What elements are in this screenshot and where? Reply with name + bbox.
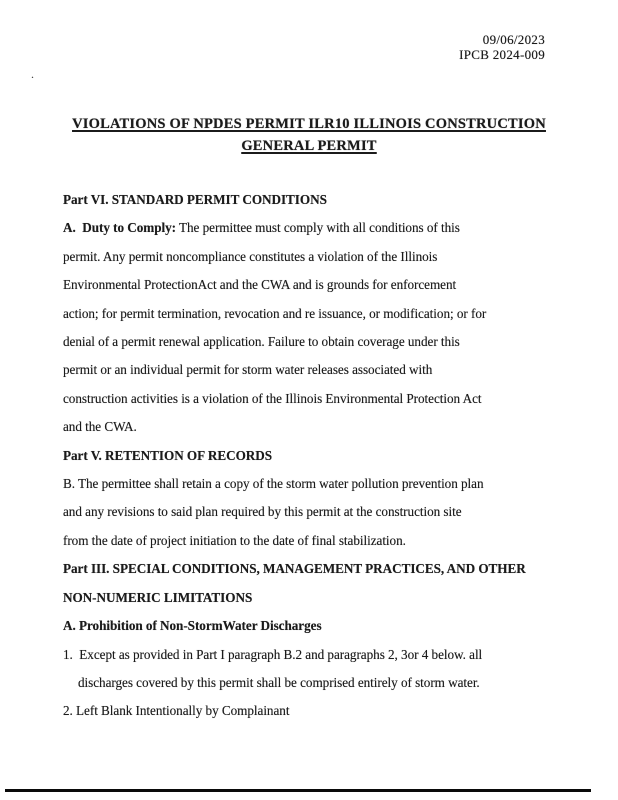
section-heading-part-iii-cont: NON-NUMERIC LIMITATIONS [63,589,253,605]
subsection-heading-prohibition: A. Prohibition of Non-StormWater Discharges [63,618,322,634]
title-line-1: VIOLATIONS OF NPDES PERMIT ILR10 ILLINOIS CONSTRUCTION [72,116,546,132]
stray-scan-mark: . [31,67,34,81]
scan-edge-artifact [5,789,591,792]
document-title [0,113,618,157]
duty-to-comply-text: The permittee must comply with all conditions of this [175,220,460,236]
duty-to-comply-label: A. Duty to Comply: [63,220,176,236]
doc-line: and any revisions to said plan required by this permit at the construction site [63,504,462,520]
doc-line: from the date of project initiation to the date of final stabilization. [63,532,406,548]
filing-date: 09/06/2023 [482,32,545,47]
paragraph-duty-to-comply [63,214,568,242]
section-heading-part-v: Part V. RETENTION OF RECORDS [63,447,273,463]
docket-number: IPCB 2024-009 [459,47,545,62]
doc-line: construction activities is a violation of the Illinois Environmental Protection Act [63,390,482,406]
list-item-1: 1. Except as provided in Part I paragraph B.2 and paragraphs 2, 3or 4 below. all [63,646,483,662]
doc-line: permit or an individual permit for storm water releases associated with [63,362,433,378]
list-item-1-cont: discharges covered by this permit shall be comprised entirely of storm water. [78,674,480,690]
filing-stamp [459,32,545,62]
doc-line: and the CWA. [63,419,137,435]
doc-line: permit. Any permit noncompliance constitutes a violation of the Illinois [63,248,438,264]
section-heading-part-vi: Part VI. STANDARD PERMIT CONDITIONS [63,192,327,207]
doc-line: Environmental ProtectionAct and the CWA and is grounds for enforcement [63,277,457,293]
list-item-2: 2. Left Blank Intentionally by Complainant [63,703,290,719]
title-line-2: GENERAL PERMIT [241,138,377,154]
doc-line: action; for permit termination, revocation and re issuance, or modification; or for [63,305,487,321]
doc-line: B. The permittee shall retain a copy of the storm water pollution prevention plan [63,476,484,492]
document-body [63,186,568,726]
doc-line: denial of a permit renewal application. Failure to obtain coverage under this [63,334,460,350]
section-heading-part-iii: Part III. SPECIAL CONDITIONS, MANAGEMENT PRACTICES, AND OTHER [63,561,526,577]
